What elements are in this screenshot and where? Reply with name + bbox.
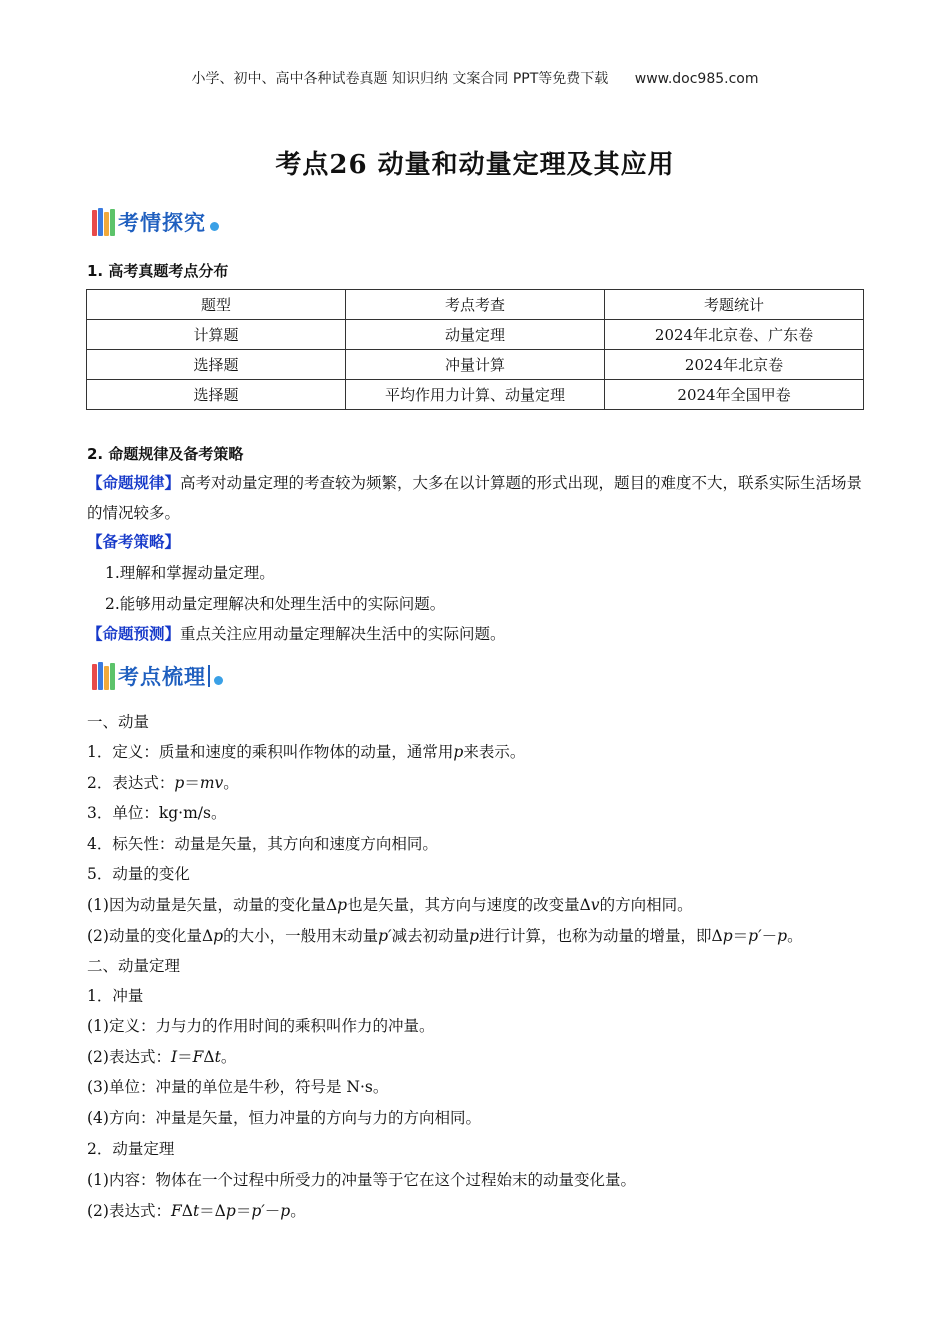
table-cell: 计算题 <box>87 320 346 350</box>
momentum-change-1 <box>87 893 693 915</box>
symbol: t <box>192 1202 200 1220</box>
rule-paragraph <box>87 468 867 528</box>
section-heading-strategy: 2. 命题规律及备考策略 <box>87 445 244 463</box>
text-run: 1．定义：质量和速度的乘积叫作物体的动量，通常用 <box>87 743 454 761</box>
symbol: p <box>280 1202 291 1220</box>
momentum-unit: 3．单位：kg·m/s。 <box>87 804 227 822</box>
strategy-tag-line <box>87 530 180 552</box>
strategy-tag: 【备考策略】 <box>87 533 181 551</box>
table-row <box>87 320 864 350</box>
page-title: 考点26 动量和动量定理及其应用 <box>275 150 675 180</box>
exam-distribution-table <box>86 289 864 410</box>
text-run: (2)动量的变化量Δ <box>87 927 214 945</box>
header-text: 小学、初中、高中各种试卷真题 知识归纳 文案合同 PPT等免费下载 <box>191 71 609 87</box>
symbol: p <box>469 927 480 945</box>
badge-label: 考情探究 <box>118 211 206 235</box>
momentum-theorem-expression <box>87 1199 306 1221</box>
text-run: 。 <box>220 1048 237 1066</box>
text-run: 。 <box>290 1202 306 1220</box>
text-cursor <box>208 665 210 687</box>
symbol: p <box>777 927 788 945</box>
symbol: F <box>192 1048 204 1066</box>
momentum-theorem-heading: 2．动量定理 <box>87 1140 175 1158</box>
impulse-heading: 1．冲量 <box>87 987 144 1005</box>
momentum-change-heading: 5．动量的变化 <box>87 865 190 883</box>
symbol: p′ <box>748 927 762 945</box>
dot-icon <box>210 222 219 231</box>
section-badge-key-points <box>92 660 223 692</box>
rule-tag: 【命题规律】 <box>87 474 181 492</box>
momentum-expression <box>87 771 239 793</box>
symbol: p <box>225 1202 236 1220</box>
symbol: p <box>213 927 224 945</box>
momentum-heading: 一、动量 <box>87 713 150 731</box>
strategy-item: 1.理解和掌握动量定理。 <box>105 564 275 582</box>
books-icon <box>92 208 116 236</box>
table-cell: 动量定理 <box>346 320 605 350</box>
symbol: p′ <box>251 1202 265 1220</box>
text-run: 。 <box>787 927 803 945</box>
text-run: 减去初动量 <box>391 927 470 945</box>
text-run: 进行计算，也称为动量的增量，即Δ <box>479 927 723 945</box>
text-run: 也是矢量，其方向与速度的改变量Δ <box>347 896 591 914</box>
text-run: － <box>264 1202 281 1220</box>
impulse-definition: (1)定义：力与力的作用时间的乘积叫作力的冲量。 <box>87 1017 435 1035</box>
table-cell: 2024年北京卷 <box>605 350 864 380</box>
symbol: I <box>170 1048 178 1066</box>
dot-icon <box>214 676 223 685</box>
momentum-change-2 <box>87 924 803 946</box>
text-run: － <box>761 927 778 945</box>
text-run: ＝ <box>235 1202 252 1220</box>
symbol: p <box>174 774 185 792</box>
symbol: F <box>170 1202 182 1220</box>
strategy-item: 2.能够用动量定理解决和处理生活中的实际问题。 <box>105 595 446 613</box>
table-cell: 平均作用力计算、动量定理 <box>346 380 605 410</box>
predict-tag: 【命题预测】 <box>87 625 181 643</box>
symbol: p <box>453 743 464 761</box>
text-run: 的方向相同。 <box>599 896 693 914</box>
momentum-vector: 4．标矢性：动量是矢量，其方向和速度方向相同。 <box>87 835 438 853</box>
badge-label: 考点梳理 <box>118 665 206 689</box>
theorem-heading: 二、动量定理 <box>87 957 181 975</box>
text-run: ＝Δ <box>199 1202 226 1220</box>
impulse-expression <box>87 1045 236 1067</box>
table-cell: 冲量计算 <box>346 350 605 380</box>
predict-line <box>87 622 506 644</box>
text-run: 。 <box>223 774 239 792</box>
symbol: mv <box>199 774 224 792</box>
text-run: ＝ <box>732 927 749 945</box>
header-site-link[interactable]: www.doc985.com <box>634 71 759 87</box>
text-run: 来表示。 <box>463 743 526 761</box>
rule-text: 高考对动量定理的考查较为频繁，大多在以计算题的形式出现，题目的难度不大，联系实际生活场景的情况较多。 <box>87 474 863 522</box>
symbol: v <box>590 896 600 914</box>
momentum-theorem-content: (1)内容：物体在一个过程中所受力的冲量等于它在这个过程始末的动量变化量。 <box>87 1171 636 1189</box>
table-cell: 选择题 <box>87 350 346 380</box>
symbol: t <box>214 1048 221 1066</box>
predict-text: 重点关注应用动量定理解决生活中的实际问题。 <box>180 625 506 643</box>
books-icon <box>92 662 116 690</box>
momentum-definition <box>87 740 525 762</box>
section-heading-distribution: 1. 高考真题考点分布 <box>87 262 229 280</box>
table-header-cell: 考题统计 <box>605 290 864 320</box>
text-run: 的大小，一般用末动量 <box>223 927 379 945</box>
table-header-cell: 考点考查 <box>346 290 605 320</box>
impulse-direction: (4)方向：冲量是矢量，恒力冲量的方向与力的方向相同。 <box>87 1109 481 1127</box>
symbol: p <box>722 927 733 945</box>
impulse-unit: (3)单位：冲量的单位是牛秒，符号是 N·s。 <box>87 1078 389 1096</box>
text-run: ＝ <box>184 774 200 792</box>
table-row <box>87 350 864 380</box>
text-run: Δ <box>203 1048 215 1066</box>
symbol: p′ <box>378 927 392 945</box>
text-run: ＝ <box>177 1048 193 1066</box>
text-run: 2．表达式： <box>87 774 175 792</box>
text-run: (1)因为动量是矢量，动量的变化量Δ <box>87 896 338 914</box>
table-cell: 选择题 <box>87 380 346 410</box>
text-run: (2)表达式： <box>87 1202 171 1220</box>
table-cell: 2024年北京卷、广东卷 <box>605 320 864 350</box>
text-run: Δ <box>181 1202 193 1220</box>
table-cell: 2024年全国甲卷 <box>605 380 864 410</box>
section-badge-exam-analysis <box>92 206 219 238</box>
table-row <box>87 380 864 410</box>
table-header-cell: 题型 <box>87 290 346 320</box>
text-run: (2)表达式： <box>87 1048 171 1066</box>
page-header <box>0 68 950 88</box>
symbol: p <box>337 896 348 914</box>
table-header-row <box>87 290 864 320</box>
